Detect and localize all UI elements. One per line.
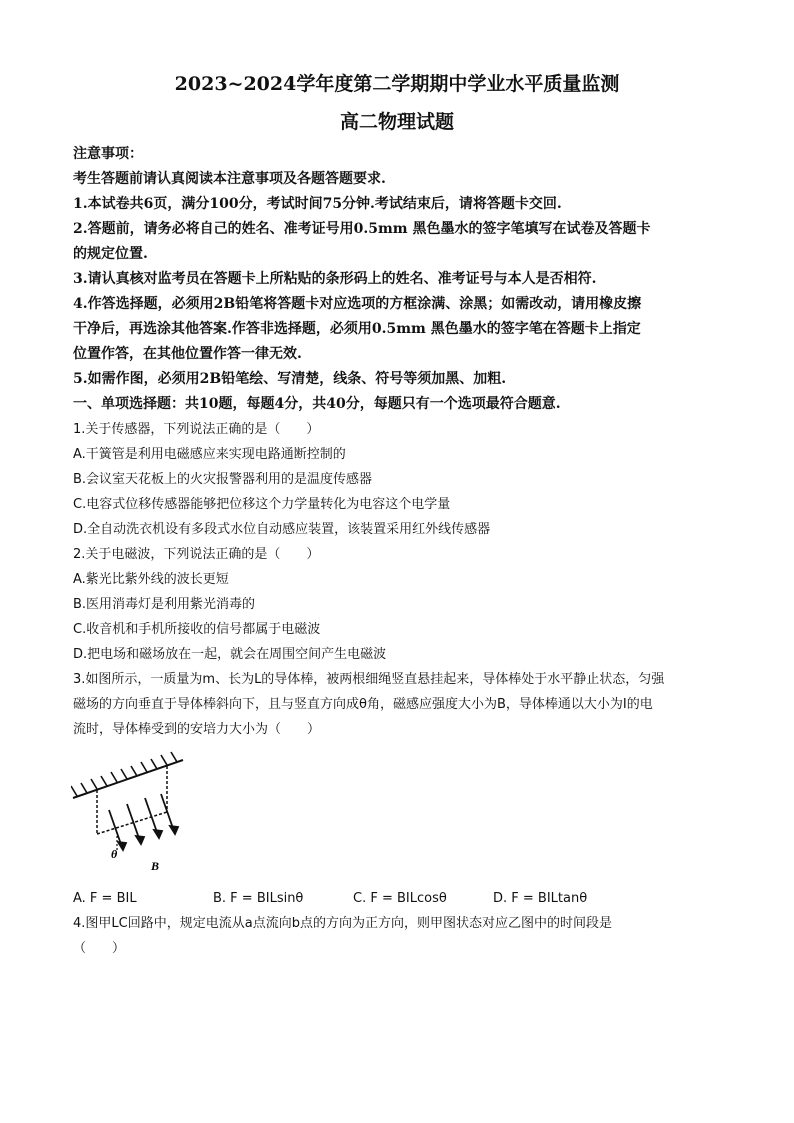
exam-subtitle: 高二物理试题 — [339, 111, 454, 133]
notice-line: 3.请认真核对监考员在答题卡上所粘贴的条形码上的姓名、准考证号与本人是否相符. — [73, 271, 597, 287]
notice-block — [73, 142, 721, 392]
question-stem: 磁场的方向垂直于导体棒斜向下，且与竖直方向成θ角，磁感应强度大小为B，导体棒通以大小为I的电 — [73, 697, 653, 712]
option-c: C.收音机和手机所接收的信号都属于电磁波 — [73, 622, 321, 637]
option-a: A. F = BIL — [73, 891, 137, 906]
option-a: A.紫光比紫外线的波长更短 — [73, 572, 229, 587]
question-stem: （ ） — [73, 941, 126, 956]
options-row — [73, 886, 721, 911]
option-a: A.干簧管是利用电磁感应来实现电路通断控制的 — [73, 447, 346, 462]
notice-line: 的规定位置. — [73, 246, 148, 262]
option-b: B.会议室天花板上的火灾报警器利用的是温度传感器 — [73, 472, 373, 487]
notice-line: 干净后，再选涂其他答案.作答非选择题，必须用0.5mm 黑色墨水的签字笔在答题卡上指定 — [73, 321, 641, 337]
question-4 — [73, 911, 721, 961]
question-stem: 2.关于电磁波，下列说法正确的是（ ） — [73, 547, 320, 562]
option-d: D.把电场和磁场放在一起，就会在周围空间产生电磁波 — [73, 647, 387, 662]
question-stem: 3.如图所示，一质量为m、长为L的导体棒，被两根细绳竖直悬挂起来，导体棒处于水平静止状态，匀强 — [73, 672, 665, 687]
b-label: B — [151, 859, 160, 873]
notice-heading: 注意事项： — [73, 146, 143, 162]
theta-label: θ — [111, 847, 118, 861]
conductor-rod-figure — [71, 746, 191, 876]
notice-line: 2.答题前，请务必将自己的姓名、准考证号用0.5mm 黑色墨水的签字笔填写在试卷及答题卡 — [73, 221, 651, 237]
question-stem: 流时，导体棒受到的安培力大小为（ ） — [73, 722, 321, 737]
option-c: C. F = BILcosθ — [353, 891, 447, 906]
option-c: C.电容式位移传感器能够把位移这个力学量转化为电容这个电学量 — [73, 497, 451, 512]
notice-line: 5.如需作图，必须用2B铅笔绘、写清楚，线条、符号等须加黑、加粗. — [73, 371, 507, 387]
question-3 — [73, 667, 721, 911]
option-b: B. F = BILsinθ — [213, 891, 304, 906]
notice-line: 4.作答选择题，必须用2B铅笔将答题卡对应选项的方框涂满、涂黑；如需改动，请用橡皮擦 — [73, 296, 642, 312]
question-stem: 4.图甲LC回路中，规定电流从a点流向b点的方向为正方向，则甲图状态对应乙图中的时间段是 — [73, 916, 612, 931]
question-stem: 1.关于传感器，下列说法正确的是（ ） — [73, 422, 320, 437]
exam-title: 2023~2024学年度第二学期期中学业水平质量监测 — [174, 73, 620, 95]
question-2 — [73, 542, 721, 667]
notice-line: 考生答题前请认真阅读本注意事项及各题答题要求. — [73, 171, 386, 187]
exam-page — [73, 62, 721, 961]
option-b: B.医用消毒灯是利用紫光消毒的 — [73, 597, 256, 612]
notice-line: 1.本试卷共6页，满分100分，考试时间75分钟.考试结束后，请将答题卡交回. — [73, 196, 562, 212]
option-d: D.全自动洗衣机设有多段式水位自动感应装置，该装置采用红外线传感器 — [73, 522, 491, 537]
section-heading: 一、单项选择题：共10题，每题4分，共40分，每题只有一个选项最符合题意. — [73, 396, 561, 412]
question-1 — [73, 417, 721, 542]
option-d: D. F = BILtanθ — [493, 891, 588, 906]
notice-line: 位置作答，在其他位置作答一律无效. — [73, 346, 302, 362]
